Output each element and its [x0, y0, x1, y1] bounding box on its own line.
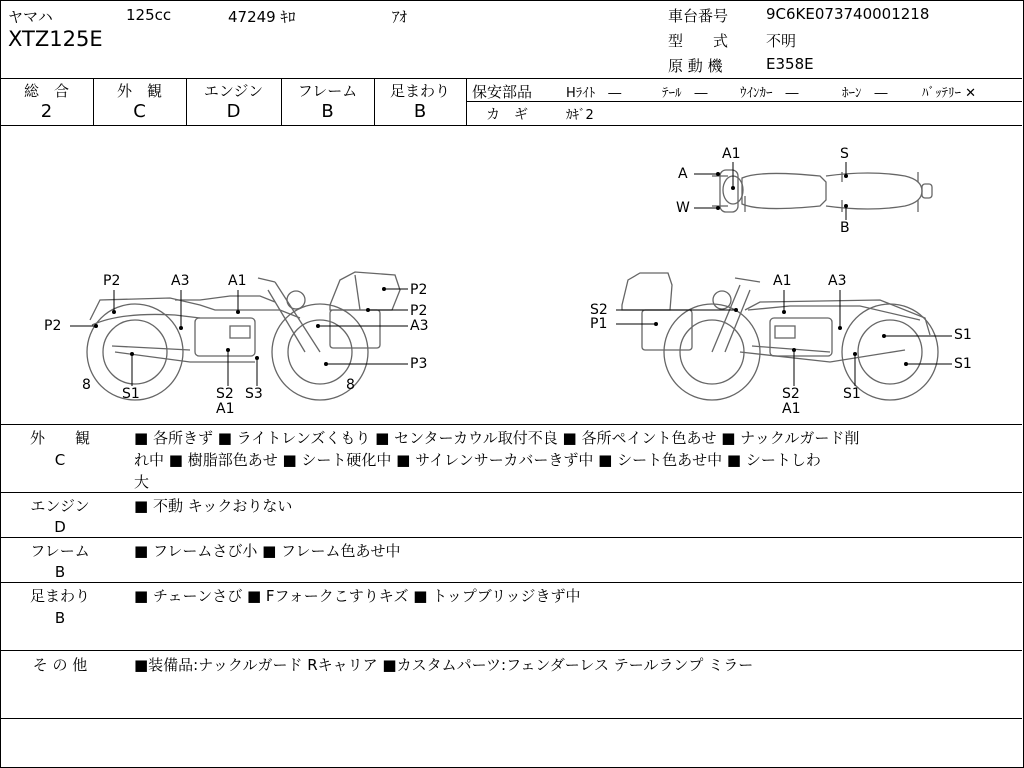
grade-frame-value: B	[321, 101, 334, 122]
grade-frame-label: フレーム	[297, 82, 358, 100]
grade-total-value: 2	[40, 101, 53, 122]
type-label: 型 式	[668, 32, 729, 50]
safety-headlight: Hﾗｲﾄ ―	[566, 86, 622, 101]
grade-total-label: 総 合	[23, 82, 69, 100]
damage-mark: S1	[843, 386, 861, 402]
top-view-diagram	[712, 170, 932, 212]
damage-mark: A1	[722, 146, 741, 162]
grade-exterior-value: C	[133, 101, 146, 122]
grade-engine-label: エンジン	[203, 82, 264, 100]
grade-engine-value: D	[226, 101, 241, 122]
damage-mark: 8	[82, 377, 91, 393]
key-value: ｶｷﾞ2	[566, 108, 594, 123]
grade-suspension-value: B	[413, 101, 427, 122]
damage-mark: A3	[828, 273, 847, 289]
section-exterior-grade: C	[54, 451, 66, 469]
damage-mark: S2	[590, 302, 608, 318]
safety-horn: ﾎｰﾝ ―	[842, 86, 888, 101]
section-exterior-line: ■ 各所きず ■ ライトレンズくもり ■ センターカウル取付不良 ■ 各所ペイント色あせ ■ ナックルガード削	[134, 429, 860, 447]
damage-mark: P1	[590, 316, 608, 332]
grade-exterior-label: 外 観	[116, 82, 162, 100]
section-other-line: ■装備品:ナックルガード Rキャリア ■カスタムパーツ:フェンダーレス テールランプ ミラー	[134, 656, 754, 674]
damage-mark: P2	[410, 282, 428, 298]
maker: ヤマハ	[8, 8, 53, 26]
section-suspension-line: ■ チェーンさび ■ Fフォークこすりキズ ■ トップブリッジきず中	[134, 587, 581, 605]
damage-mark: S1	[954, 356, 972, 372]
section-frame-grade: B	[54, 563, 66, 581]
damage-mark: A1	[216, 401, 235, 417]
section-exterior-line: れ中 ■ 樹脂部色あせ ■ シート硬化中 ■ サイレンサーカバーきず中 ■ シート色あせ中 ■ シートしわ	[134, 451, 821, 469]
grade-suspension-label: 足まわり	[389, 82, 450, 100]
damage-mark: A3	[171, 273, 190, 289]
safety-taillight: ﾃｰﾙ ―	[662, 86, 708, 101]
damage-mark: S3	[245, 386, 263, 402]
section-engine-grade: D	[54, 518, 66, 536]
damage-mark: S1	[954, 327, 972, 343]
damage-mark: P3	[410, 356, 428, 372]
safety-winker: ｳｲﾝｶｰ ―	[740, 86, 799, 101]
displacement: 125cc	[126, 6, 172, 24]
damage-mark: A1	[773, 273, 792, 289]
section-other-label: そ の 他	[32, 656, 88, 674]
mileage: 47249 ｷﾛ	[228, 8, 296, 26]
color: ｱｵ	[392, 8, 408, 26]
model-name: XTZ125E	[8, 27, 103, 51]
damage-mark: A1	[782, 401, 801, 417]
section-frame-line: ■ フレームさび小 ■ フレーム色あせ中	[134, 542, 401, 560]
section-engine-line: ■ 不動 キックおりない	[134, 497, 293, 515]
key-label: カ ギ	[486, 107, 528, 123]
damage-mark: S1	[122, 386, 140, 402]
engine-value: E358E	[766, 55, 814, 73]
section-frame-label: フレーム	[30, 542, 90, 560]
damage-mark: B	[840, 220, 850, 236]
damage-mark: P2	[44, 318, 62, 334]
section-exterior-label: 外 観	[29, 429, 90, 447]
safety-battery: ﾊﾞｯﾃﾘｰ ✕	[922, 86, 977, 101]
damage-mark: 8	[346, 377, 355, 393]
section-suspension-grade: B	[54, 609, 66, 627]
damage-mark: A	[678, 166, 688, 182]
damage-mark: P2	[103, 273, 121, 289]
damage-mark: A3	[410, 318, 429, 334]
damage-mark: S2	[782, 386, 800, 402]
damage-mark: W	[676, 200, 690, 216]
engine-label: 原 動 機	[668, 57, 723, 75]
damage-mark: P2	[410, 303, 428, 319]
section-exterior-line: 大	[134, 473, 150, 491]
safety-label: 保安部品	[472, 83, 533, 101]
section-suspension-label: 足まわり	[29, 587, 90, 605]
damage-mark: A1	[228, 273, 247, 289]
section-engine-label: エンジン	[30, 497, 90, 515]
frame-no: 9C6KE073740001218	[766, 5, 930, 23]
damage-mark: S	[840, 146, 849, 162]
frame-no-label: 車台番号	[668, 7, 729, 25]
damage-mark: S2	[216, 386, 234, 402]
type-value: 不明	[766, 32, 797, 50]
